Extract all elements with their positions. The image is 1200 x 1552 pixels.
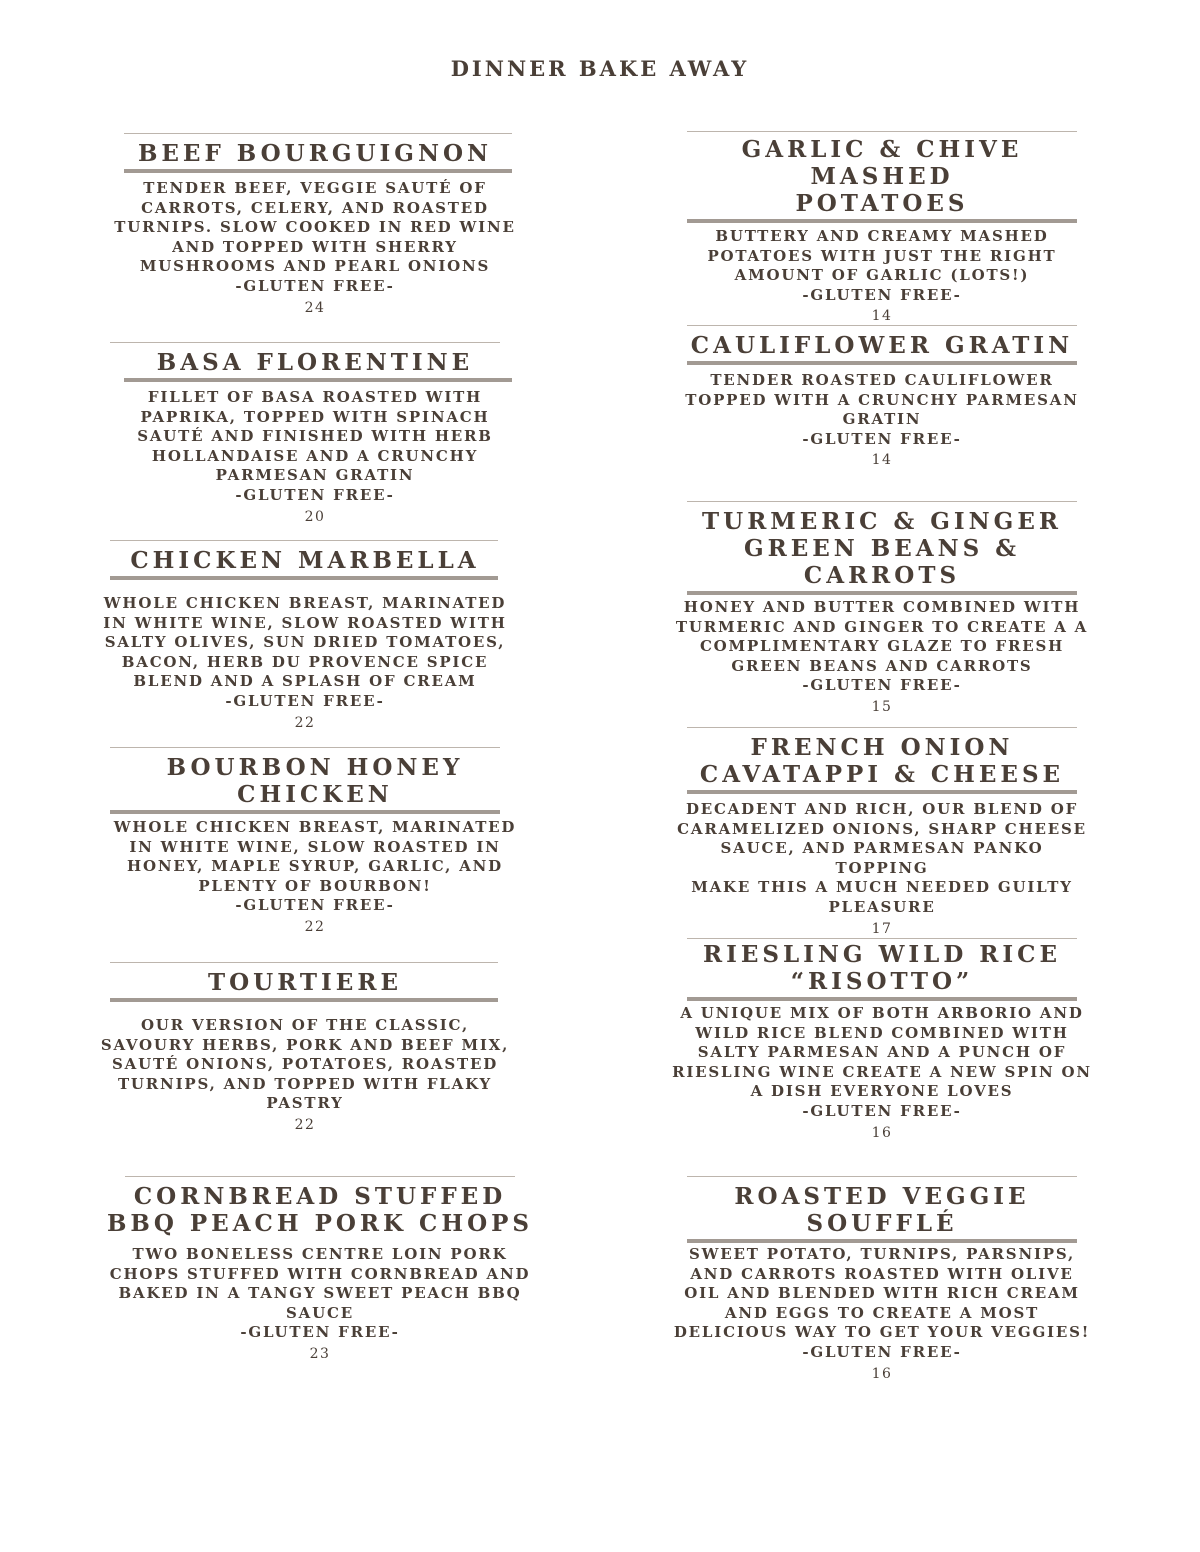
- item-description: WHOLE CHICKEN BREAST, MARINATED IN WHITE WINE, SLOW ROASTED WITH SALTY OLIVES, SUN DRIED TOMATOES, BACON, HERB DU PROVENCE SPICE BLEND AND A SPLASH OF CREAM: [103, 594, 507, 691]
- divider-bottom: [687, 997, 1077, 1001]
- item-price: 20: [304, 508, 326, 525]
- divider-bottom: [110, 576, 498, 580]
- item-description: SWEET POTATO, TURNIPS, PARSNIPS, AND CARROTS ROASTED WITH OLIVE OIL AND BLENDED WITH RICH CREAM AND EGGS TO CREATE A MOST DELICIOUS WAY TO GET YOUR VEGGIES!: [673, 1245, 1091, 1342]
- divider-bottom: [687, 1239, 1077, 1243]
- item-price: 16: [871, 1124, 893, 1141]
- gluten-free-tag: -GLUTEN FREE-: [802, 676, 962, 695]
- item-name: CHICKEN MARBELLA: [130, 547, 480, 574]
- item-description: DECADENT AND RICH, OUR BLEND OF CARAMELIZED ONIONS, SHARP CHEESE SAUCE, AND PARMESAN PANKO TOPPING MAKE THIS A MUCH NEEDED GUILTY PLEASURE: [677, 800, 1087, 916]
- item-price: 22: [294, 1116, 316, 1133]
- menu-item-french-onion-cavatappi: [672, 727, 1092, 940]
- divider-top: [110, 747, 500, 748]
- item-description: HONEY AND BUTTER COMBINED WITH TURMERIC AND GINGER TO CREATE A A COMPLIMENTARY GLAZE TO FRESH GREEN BEANS AND CARROTS: [675, 598, 1089, 675]
- item-price: 22: [294, 714, 316, 731]
- item-description: WHOLE CHICKEN BREAST, MARINATED IN WHITE WINE, SLOW ROASTED IN HONEY, MAPLE SYRUP, GARLIC, AND PLENTY OF BOURBON!: [113, 818, 517, 895]
- item-name: BASA FLORENTINE: [156, 349, 474, 376]
- menu-item-cornbread-stuffed-pork-chops: [105, 1176, 535, 1365]
- menu-item-beef-bourguignon: [110, 133, 520, 319]
- item-name: BOURBON HONEY CHICKEN: [166, 754, 464, 808]
- divider-top: [124, 133, 512, 134]
- item-price: 14: [871, 452, 893, 469]
- divider-top: [110, 342, 500, 343]
- divider-bottom: [687, 361, 1077, 365]
- item-name: FRENCH ONION CAVATAPPI & CHEESE: [699, 734, 1065, 788]
- item-description: A UNIQUE MIX OF BOTH ARBORIO AND WILD RICE BLEND COMBINED WITH SALTY PARMESAN AND A PUNCH OF RIESLING WINE CREATE A NEW SPIN ON A DISH EVERYONE LOVES: [672, 1004, 1092, 1101]
- divider-top: [110, 540, 498, 541]
- divider-bottom: [124, 169, 512, 173]
- gluten-free-tag: -GLUTEN FREE-: [802, 1342, 962, 1361]
- menu-item-chicken-marbella: [100, 540, 510, 734]
- item-price: 23: [309, 1345, 331, 1362]
- gluten-free-tag: -GLUTEN FREE-: [235, 276, 395, 295]
- menu-item-roasted-veggie-souffle: [672, 1176, 1092, 1385]
- gluten-free-tag: -GLUTEN FREE-: [802, 429, 962, 448]
- item-price: 15: [871, 698, 893, 715]
- item-name: ROASTED VEGGIE SOUFFLÉ: [734, 1183, 1030, 1237]
- item-price: 24: [304, 299, 326, 316]
- item-name: BEEF BOURGUIGNON: [137, 140, 493, 167]
- item-price: 17: [871, 920, 893, 937]
- page-title: DINNER BAKE AWAY: [450, 56, 750, 81]
- divider-top: [687, 727, 1077, 728]
- item-description: FILLET OF BASA ROASTED WITH PAPRIKA, TOPPED WITH SPINACH SAUTÉ AND FINISHED WITH HERB HOLLANDAISE AND A CRUNCHY PARMESAN GRATIN: [137, 388, 493, 485]
- gluten-free-tag: -GLUTEN FREE-: [802, 285, 962, 304]
- item-name: CORNBREAD STUFFED BBQ PEACH PORK CHOPS: [106, 1183, 534, 1237]
- menu-item-basa-florentine: [110, 342, 520, 528]
- divider-top: [110, 962, 498, 963]
- gluten-free-tag: -GLUTEN FREE-: [235, 485, 395, 504]
- item-name: RIESLING WILD RICE “RISOTTO”: [702, 941, 1062, 995]
- divider-top: [687, 938, 1077, 939]
- divider-top: [687, 325, 1077, 326]
- gluten-free-tag: -GLUTEN FREE-: [240, 1323, 400, 1342]
- menu-item-cauliflower-gratin: [672, 325, 1092, 471]
- divider-top: [125, 1176, 515, 1177]
- divider-bottom: [110, 998, 498, 1002]
- menu-item-garlic-chive-mashed-potatoes: [672, 131, 1092, 327]
- item-name: CAULIFLOWER GRATIN: [690, 332, 1074, 359]
- item-price: 16: [871, 1365, 893, 1382]
- divider-bottom: [124, 378, 512, 382]
- divider-top: [687, 131, 1077, 132]
- menu-item-riesling-wild-rice-risotto: [672, 938, 1092, 1144]
- divider-bottom: [110, 810, 500, 814]
- menu-item-tourtiere: [100, 962, 510, 1136]
- gluten-free-tag: -GLUTEN FREE-: [225, 691, 385, 710]
- menu-item-bourbon-honey-chicken: [110, 747, 520, 938]
- item-price: 14: [871, 308, 893, 325]
- divider-bottom: [687, 219, 1077, 223]
- divider-top: [687, 501, 1077, 502]
- item-description: TWO BONELESS CENTRE LOIN PORK CHOPS STUFFED WITH CORNBREAD AND BAKED IN A TANGY SWEET PEACH BBQ SAUCE: [109, 1245, 531, 1322]
- item-name: GARLIC & CHIVE MASHED POTATOES: [741, 136, 1023, 217]
- divider-top: [687, 1176, 1077, 1177]
- item-description: TENDER BEEF, VEGGIE SAUTÉ OF CARROTS, CELERY, AND ROASTED TURNIPS. SLOW COOKED IN RED WINE AND TOPPED WITH SHERRY MUSHROOMS AND PEARL ONIONS: [114, 179, 516, 276]
- menu-item-turmeric-ginger-green-beans: [672, 501, 1092, 718]
- item-name: TOURTIERE: [208, 969, 402, 996]
- divider-bottom: [687, 790, 1077, 794]
- divider-bottom: [687, 591, 1077, 595]
- item-description: BUTTERY AND CREAMY MASHED POTATOES WITH JUST THE RIGHT AMOUNT OF GARLIC (LOTS!): [707, 227, 1057, 285]
- item-name: TURMERIC & GINGER GREEN BEANS & CARROTS: [702, 508, 1062, 589]
- gluten-free-tag: -GLUTEN FREE-: [802, 1101, 962, 1120]
- item-price: 22: [304, 918, 326, 935]
- gluten-free-tag: -GLUTEN FREE-: [235, 896, 395, 915]
- item-description: TENDER ROASTED CAULIFLOWER TOPPED WITH A CRUNCHY PARMESAN GRATIN: [685, 371, 1079, 429]
- item-description: OUR VERSION OF THE CLASSIC, SAVOURY HERBS, PORK AND BEEF MIX, SAUTÉ ONIONS, POTATOES, ROASTED TURNIPS, AND TOPPED WITH FLAKY PASTRY: [100, 1016, 510, 1113]
